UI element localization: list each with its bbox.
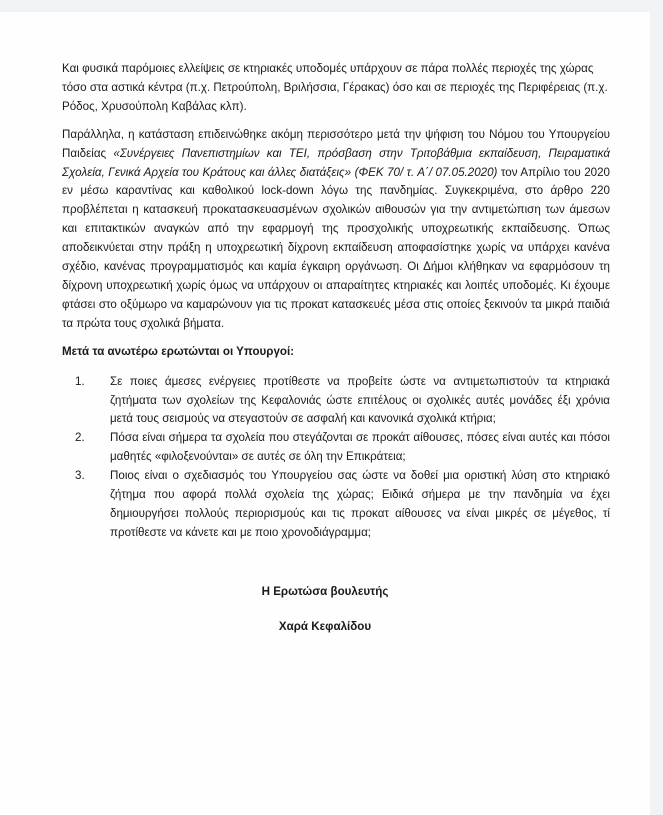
question-item (75, 467, 610, 543)
signature-name: Χαρά Κεφαλίδου (278, 620, 372, 633)
paragraph-infrastructure-shortages: Και φυσικά παρόμοιες ελλείψεις σε κτηριακές υποδομές υπάρχουν σε πάρα πολλές περιοχές της χώρας τόσο στα αστικά κέντρα (π.χ. Πετρούπολη, Βριλήσσια, Γέρακας) όσο και σε περιοχές της Περιφέρειας (π.χ. Ρόδος, Χρυσούπολη Καβάλας κλπ). (62, 62, 608, 113)
document-page (0, 12, 650, 815)
question-text: Σε ποιες άμεσες ενέργειες προτίθεστε να προβείτε ώστε να αντιμετωπιστούν τα κτηριακά ζητήματα των σχολείων της Κεφαλονιάς ώστε επιτέλους οι σχολικές αυτές μονάδες έξι χρόνια μετά τους σεισμούς να στεγαστούν σε ασφαλή και κανονικά σχολικά κτήρια; (110, 374, 610, 426)
questions-heading: Μετά τα ανωτέρω ερωτώνται οι Υπουργοί: (62, 344, 295, 358)
paragraph-law-context-body: τον Απρίλιο του 2020 εν μέσω καραντίνας και καθολικού lock-down λόγω της πανδημίας. Συγκεκριμένα, στο άρθρο 220 προβλέπεται η κατασκευή προκατασκευασμένων σχολικών αιθουσών για την αντιμετώπιση των άμεσων και επιτακτικών αναγκών από την εφαρμογή της προσχολικής υποχρεωτικής εκπαίδευσης. Όπως αποδεικνύεται στην πράξη η υποχρεωτική δίχρονη εκπαίδευση αποφασίστηκε χωρίς να υπάρχει κανένα σχέδιο, κανένας προγραμματισμός και καμία έγκαιρη οργάνωση. Οι Δήμοι κλήθηκαν να εφαρμόσουν τη δίχρονη υποχρεωτική χωρίς όμως να υπάρχουν οι απαραίτητες κτηριακές και λοιπές υποδομές. Κι έχουμε φτάσει στο οξύμωρο να καμαρώνουν για τις προκατ κατασκευές μέσα στις οποίες ξεκινούν τα μικρά παιδιά τα πρώτα τους σχολικά βήματα. (62, 165, 610, 330)
law-title: «Συνέργειες Πανεπιστημίων και ΤΕΙ, πρόσβαση στην Τριτοβάθμια εκπαίδευση, Πειραματικά Σχολεία, Γενικά Αρχεία του Κράτους και άλλες διατάξεις» (ΦΕΚ 70/ τ. Α΄/ 07.05.2020) (62, 146, 610, 179)
question-number: 3. (75, 469, 85, 483)
question-text: Πόσα είναι σήμερα τα σχολεία που στεγάζονται σε προκάτ αίθουσες, πόσες είναι αυτές και πόσοι μαθητές «φιλοξενούνται» σε αυτές σε όλη την Επικράτεια; (110, 431, 610, 464)
questions-list (62, 373, 610, 543)
document-body (62, 60, 610, 543)
question-item (75, 429, 610, 467)
question-number: 2. (75, 431, 85, 445)
question-item (75, 373, 610, 430)
question-text: Ποιος είναι ο σχεδιασμός του Υπουργείου σας ώστε να δοθεί μια οριστική λύση στο κτηριακό ζήτημα που αφορά πολλά σχολεία της χώρας; Ειδικά σήμερα με την πανδημία να έχει δημιουργήσει πολλούς περιορισμούς και τις προκατ αίθουσες να είναι μικρές σε μέγεθος, τί προτίθεστε να κάνετε και με ποιο χρονοδιάγραμμα; (110, 469, 610, 539)
paragraph-law-context (62, 126, 610, 334)
question-number: 1. (75, 374, 85, 388)
signature-role: Η Ερωτώσα βουλευτής (261, 585, 389, 598)
paragraph-law-context-intro: Παράλληλα, η κατάσταση επιδεινώθηκε ακόμη περισσότερο μετά την ψήφιση του Νόμου του Υπουργείου Παιδείας (62, 127, 610, 160)
